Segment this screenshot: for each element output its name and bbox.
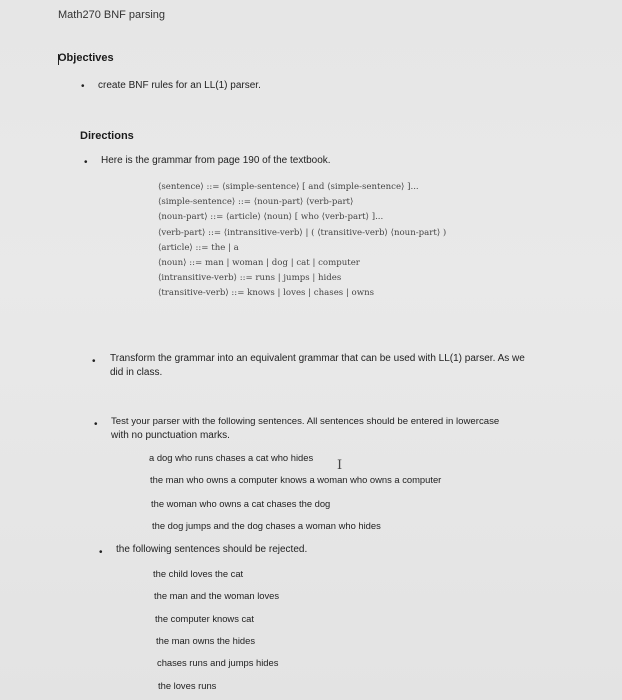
document-title: Math270 BNF parsing bbox=[58, 9, 165, 21]
accepted-sentence: the woman who owns a cat chases the dog bbox=[151, 498, 331, 509]
bullet-icon: • bbox=[92, 356, 96, 367]
grammar-rule: ⟨sentence⟩ ::= ⟨simple-sentence⟩ [ and ⟨simple-sentence⟩ ]... bbox=[158, 182, 419, 192]
grammar-rule: ⟨intransitive-verb⟩ ::= runs | jumps | hides bbox=[158, 273, 342, 284]
rejected-sentence: the man owns the hides bbox=[156, 635, 256, 646]
bullet-icon: • bbox=[99, 547, 103, 558]
bullet-icon: • bbox=[94, 419, 98, 430]
test-instruction-line2: with no punctuation marks. bbox=[111, 430, 230, 441]
rejected-sentence: the computer knows cat bbox=[155, 613, 255, 624]
grammar-rule: ⟨article⟩ ::= the | a bbox=[158, 242, 239, 253]
transform-instruction-line2: did in class. bbox=[110, 367, 163, 378]
bullet-icon: • bbox=[81, 81, 85, 92]
rejected-sentence: the loves runs bbox=[158, 680, 217, 691]
accepted-sentence: a dog who runs chases a cat who hides bbox=[149, 452, 314, 463]
rejected-sentence: chases runs and jumps hides bbox=[157, 657, 279, 668]
bullet-icon: • bbox=[84, 157, 88, 168]
grammar-rules bbox=[158, 180, 446, 302]
grammar-rule: ⟨verb-part⟩ ::= ⟨intransitive-verb⟩ | ( ⟨transitive-verb⟩ ⟨noun-part⟩ ) bbox=[158, 227, 447, 238]
transform-instruction-line1: Transform the grammar into an equivalent grammar that can be used with LL(1) parser. As we bbox=[110, 353, 525, 364]
test-instruction-line1: Test your parser with the following sentences. All sentences should be entered in lowercase bbox=[111, 416, 500, 427]
grammar-rule: ⟨noun-part⟩ ::= ⟨article⟩ ⟨noun⟩ [ who ⟨verb-part⟩ ]... bbox=[158, 212, 384, 223]
objective-item: create BNF rules for an LL(1) parser. bbox=[98, 80, 261, 91]
directions-heading: Directions bbox=[80, 130, 134, 142]
accepted-sentence: the man who owns a computer knows a woman who owns a computer bbox=[150, 474, 442, 485]
grammar-rule: ⟨noun⟩ ::= man | woman | dog | cat | computer bbox=[158, 258, 360, 269]
rejected-sentence: the man and the woman loves bbox=[154, 590, 280, 601]
objectives-heading: Objectives bbox=[58, 52, 114, 64]
grammar-rule: ⟨simple-sentence⟩ ::= ⟨noun-part⟩ ⟨verb-part⟩ bbox=[158, 197, 354, 208]
grammar-intro: Here is the grammar from page 190 of the textbook. bbox=[101, 155, 331, 166]
grammar-rule: ⟨transitive-verb⟩ ::= knows | loves | chases | owns bbox=[158, 288, 375, 299]
rejected-intro: the following sentences should be rejected. bbox=[116, 544, 308, 555]
rejected-sentence: the child loves the cat bbox=[153, 568, 244, 579]
text-cursor-ibeam: I bbox=[337, 458, 343, 473]
accepted-sentence: the dog jumps and the dog chases a woman who hides bbox=[152, 520, 381, 531]
